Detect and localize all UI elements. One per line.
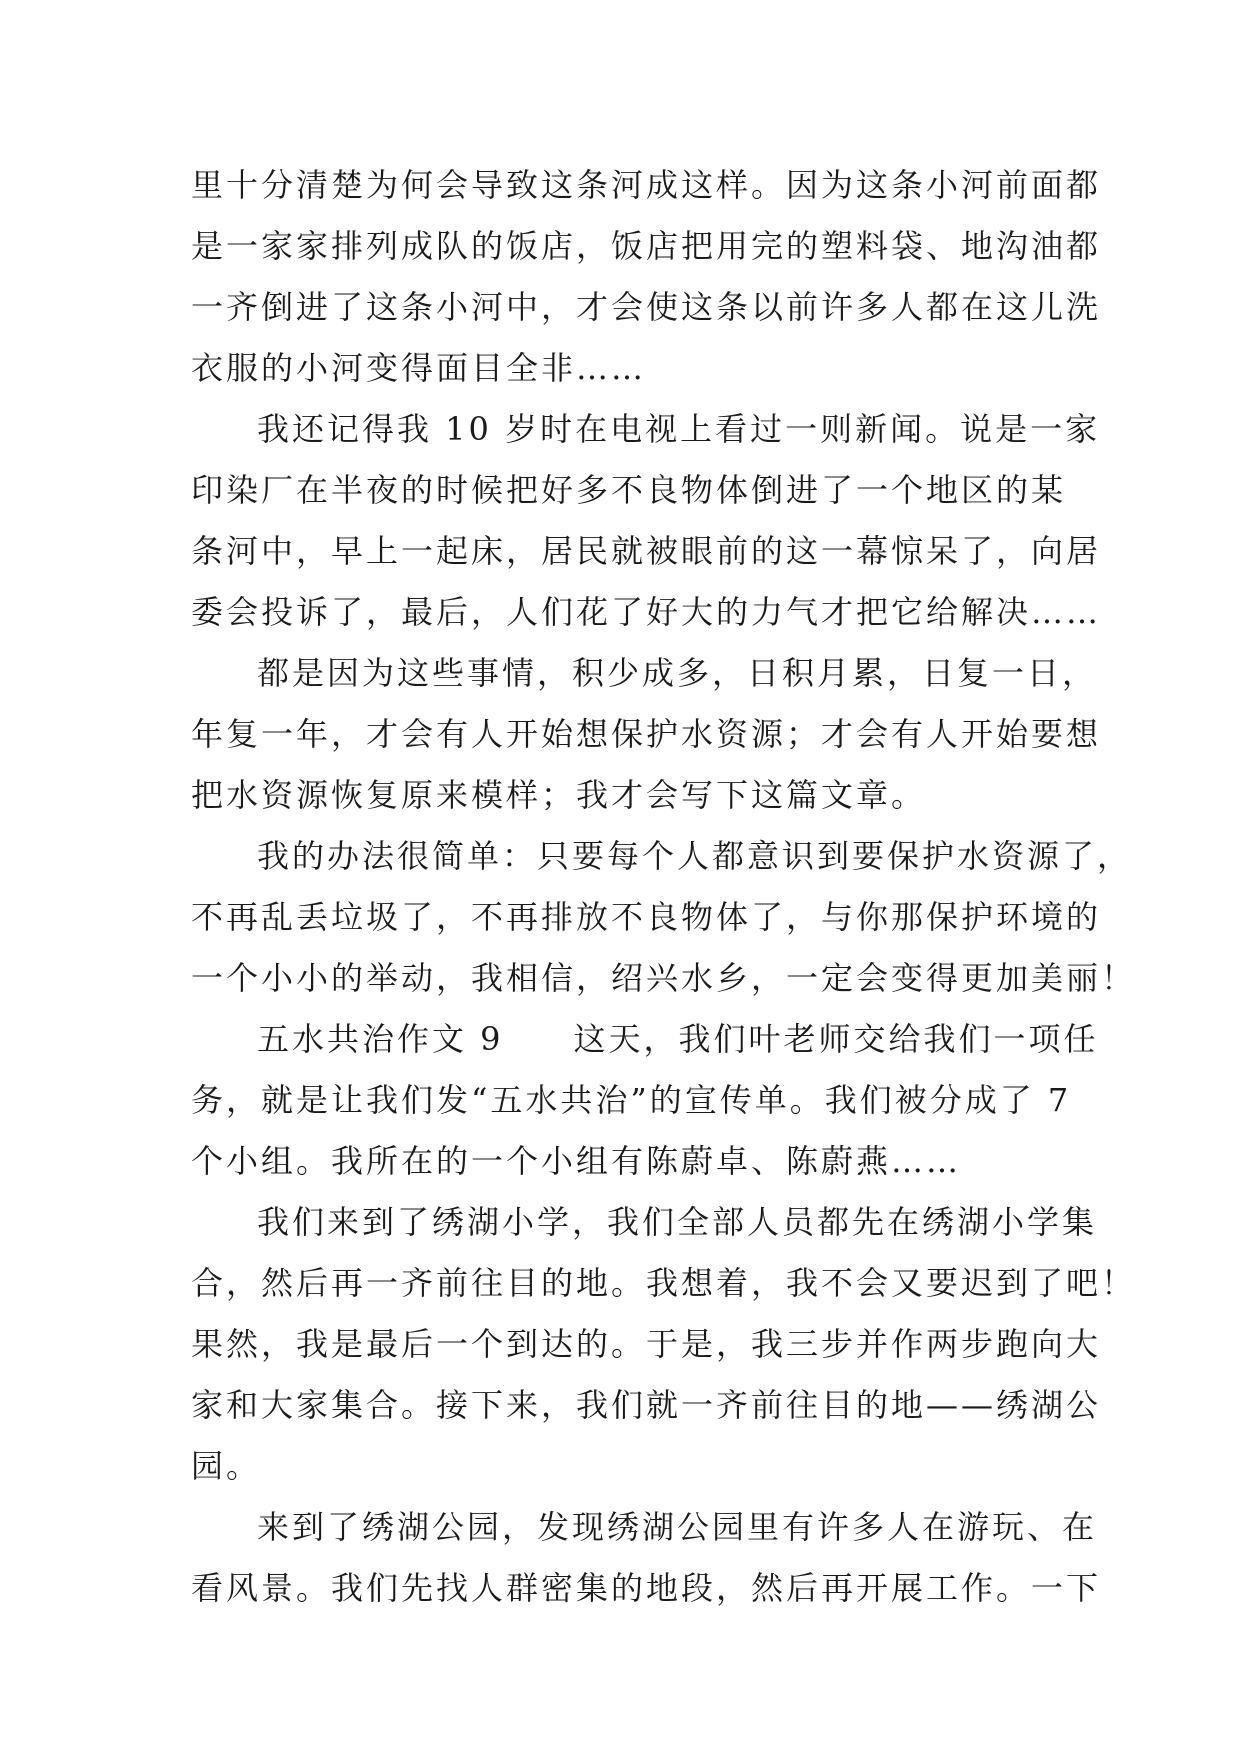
text-line: 合，然后再一齐前往目的地。我想着，我不会又要迟到了吧！ <box>191 1264 1137 1302</box>
text-line: 看风景。我们先找人群密集的地段，然后再开展工作。一下 <box>191 1569 1102 1607</box>
body-text <box>191 155 1137 1619</box>
text-line: 果然，我是最后一个到达的。于是，我三步并作两步跑向大 <box>191 1325 1102 1363</box>
text-line: 把水资源恢复原来模样；我才会写下这篇文章。 <box>191 776 927 814</box>
text-line: 年复一年，才会有人开始想保护水资源；才会有人开始要想 <box>191 715 1102 753</box>
text-line: 不再乱丢垃圾了，不再排放不良物体了，与你那保护环境的 <box>191 898 1102 936</box>
text-line: 衣服的小河变得面目全非…… <box>191 349 647 387</box>
text-line: 条河中，早上一起床，居民就被眼前的这一幕惊呆了，向居 <box>191 532 1102 570</box>
paragraph-first-line: 五水共治作文 9 这天，我们叶老师交给我们一项任 <box>257 1020 1099 1058</box>
text-line: 一齐倒进了这条小河中，才会使这条以前许多人都在这儿洗 <box>191 288 1102 326</box>
paragraph-first-line: 我还记得我 10 岁时在电视上看过一则新闻。说是一家 <box>257 410 1101 448</box>
text-line: 个小组。我所在的一个小组有陈蔚卓、陈蔚燕…… <box>191 1142 962 1180</box>
text-line: 委会投诉了，最后，人们花了好大的力气才把它给解决…… <box>191 593 1102 631</box>
paragraph-first-line: 都是因为这些事情，积少成多，日积月累，日复一日， <box>257 654 1098 692</box>
paragraph-first-line: 来到了绣湖公园，发现绣湖公园里有许多人在游玩、在 <box>257 1508 1098 1546</box>
text-line: 里十分清楚为何会导致这条河成这样。因为这条小河前面都 <box>191 166 1102 204</box>
text-line: 印染厂在半夜的时候把好多不良物体倒进了一个地区的某 <box>191 471 1067 509</box>
text-line: 务，就是让我们发“五水共治”的宣传单。我们被分成了 7 <box>191 1081 1072 1119</box>
paragraph-first-line: 我们来到了绣湖小学，我们全部人员都先在绣湖小学集 <box>257 1203 1098 1241</box>
text-line: 园。 <box>191 1447 262 1485</box>
text-line: 一个小小的举动，我相信，绍兴水乡，一定会变得更加美丽！ <box>191 959 1137 997</box>
text-line: 家和大家集合。接下来，我们就一齐前往目的地——绣湖公 <box>191 1386 1102 1424</box>
text-line: 是一家家排列成队的饭店，饭店把用完的塑料袋、地沟油都 <box>191 227 1102 265</box>
paragraph-first-line: 我的办法很简单：只要每个人都意识到要保护水资源了， <box>257 837 1133 875</box>
